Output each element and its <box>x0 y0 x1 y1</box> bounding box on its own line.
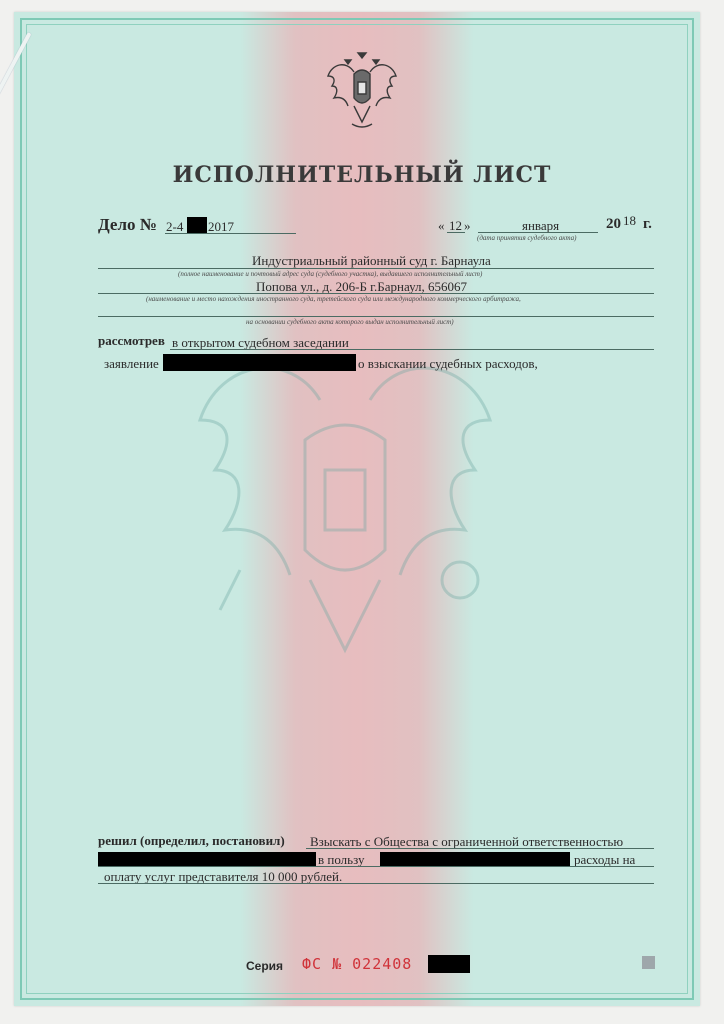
decision-line3-rule <box>98 883 654 884</box>
decision-line1: Взыскать с Общества с ограниченной ответственностью <box>310 834 624 849</box>
claim-value: о взыскании судебных расходов, <box>358 356 538 371</box>
background-emblem-icon <box>180 330 510 670</box>
case-number-prefix: 2-4 <box>166 219 184 234</box>
decision-label: решил (определил, постановил) <box>98 833 285 848</box>
claim-label: заявление <box>104 356 159 371</box>
quote-close: » <box>464 218 471 233</box>
foreign-court-caption: (наименование и место нахождения иностранного суда, третейского суда или международного коммерческого арбитража, <box>146 295 521 303</box>
day-line <box>447 232 465 233</box>
considered-label: рассмотрев <box>98 333 165 348</box>
corner-mark <box>642 956 655 969</box>
quote-open: « <box>438 218 445 233</box>
court-address-line <box>98 293 654 294</box>
act-caption: на основании судебного акта которого выдан исполнительный лист) <box>246 318 454 326</box>
redaction-block <box>98 852 316 867</box>
redaction-block <box>428 955 470 973</box>
act-line <box>98 316 654 317</box>
coat-of-arms-icon <box>324 50 400 130</box>
decision-line3: оплату услуг представителя 10 000 рублей. <box>104 869 343 884</box>
series-label: Серия <box>246 959 284 973</box>
year-unit: г. <box>643 216 652 232</box>
decision-line2-end: расходы на <box>574 852 636 867</box>
decision-line2-rule <box>98 866 654 867</box>
case-day: 12 <box>449 218 462 233</box>
case-label: Дело № <box>98 215 157 234</box>
considered-value: в открытом судебном заседании <box>172 335 349 350</box>
redaction-block <box>187 217 207 234</box>
case-month: января <box>522 218 560 233</box>
court-name-line <box>98 268 654 269</box>
case-number-suffix: 2017 <box>208 219 234 234</box>
considered-line <box>170 349 654 350</box>
month-line <box>478 232 598 233</box>
date-caption: (дата принятия судебного акта) <box>477 234 577 242</box>
year-prefix: 20 <box>606 216 621 232</box>
court-name: Индустриальный районный суд г. Барнаула <box>252 253 491 268</box>
case-number-line <box>165 233 296 234</box>
decision-line1-rule <box>306 848 654 849</box>
decision-line2-mid: в пользу <box>318 852 365 867</box>
document-title: ИСПОЛНИТЕЛЬНЫЙ ЛИСТ <box>172 162 552 188</box>
court-address: Попова ул., д. 206-Б г.Барнаул, 656067 <box>256 279 467 294</box>
court-name-caption: (полное наименование и почтовый адрес суда (судебного участка), выдавшего исполнительный лист) <box>178 270 483 278</box>
redaction-block <box>163 354 356 371</box>
redaction-block <box>380 852 570 867</box>
series-number: ФС № 022408 <box>302 955 413 973</box>
year-suffix: 18 <box>623 213 636 228</box>
